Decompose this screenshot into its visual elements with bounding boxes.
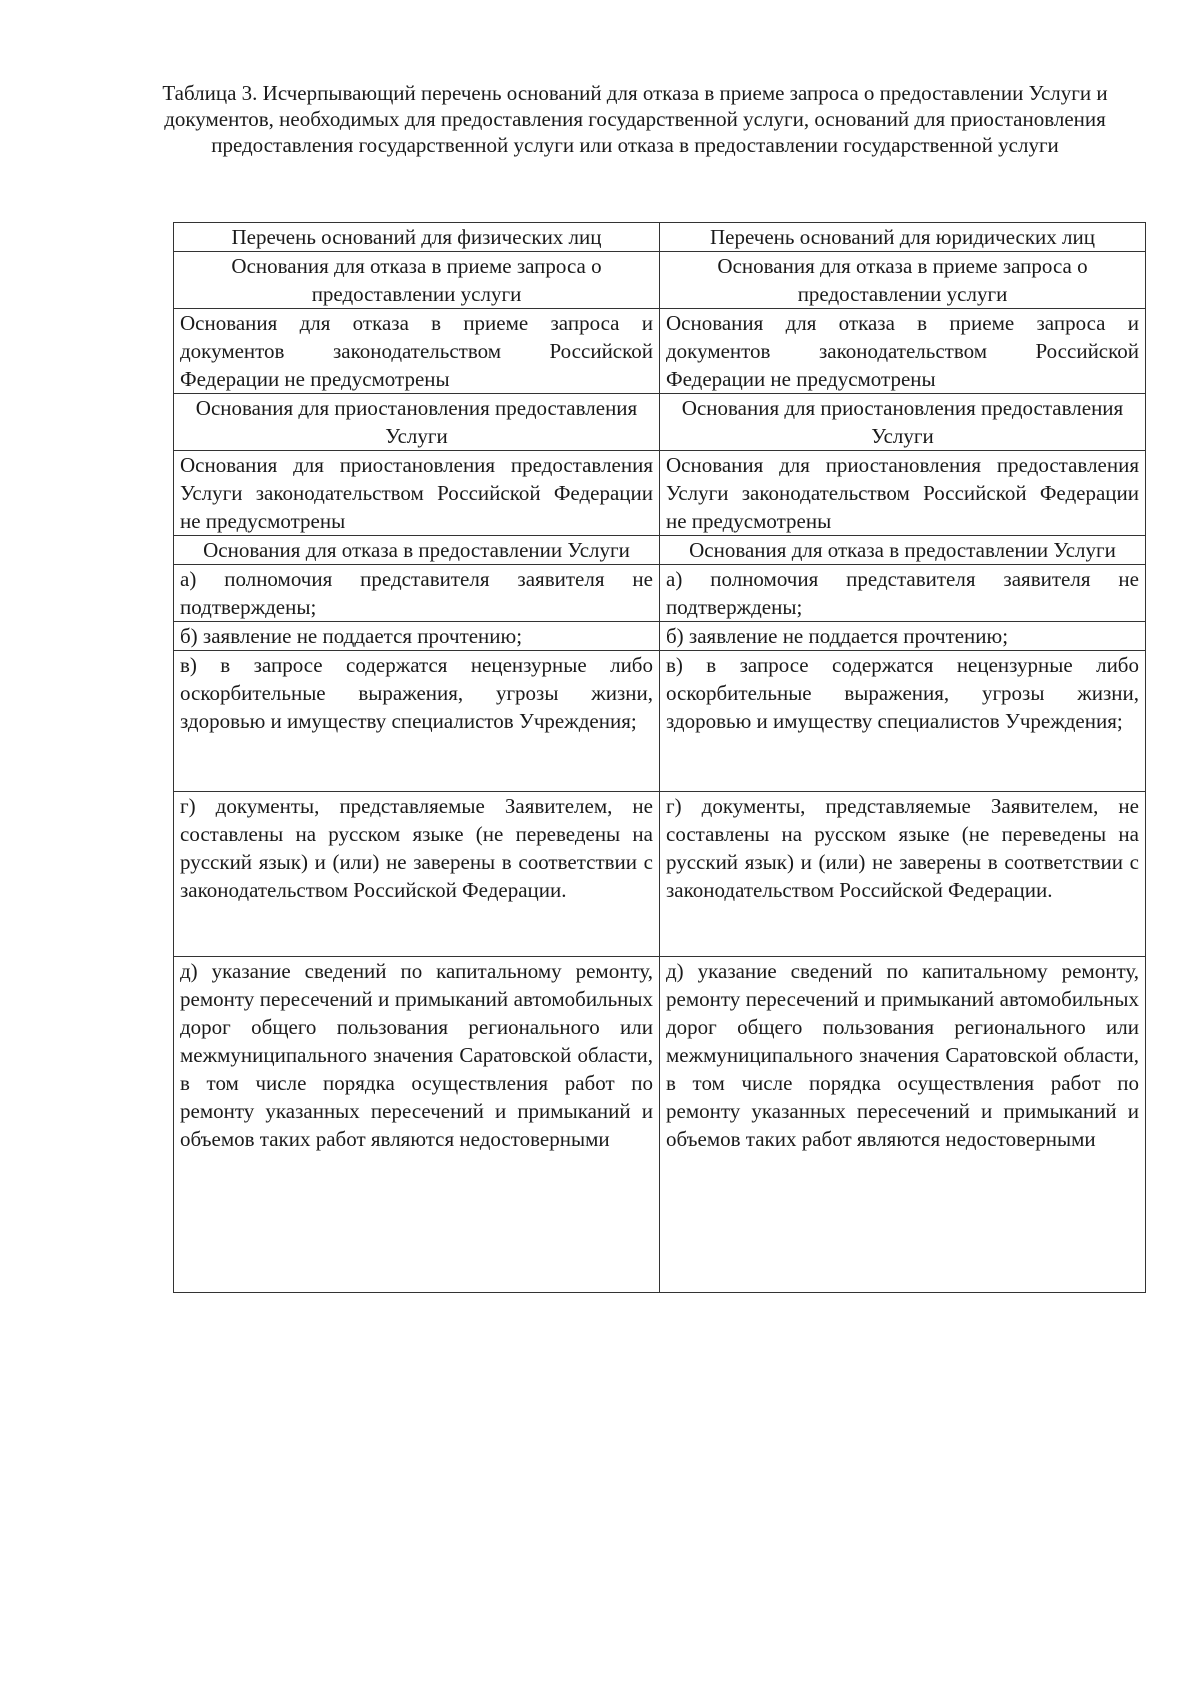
section-heading-row — [174, 536, 1146, 565]
section-heading-row — [174, 394, 1146, 451]
table-row — [174, 309, 1146, 394]
suspension-heading-physical: Основания для приостановления предоставления Услуги — [174, 394, 660, 451]
refusal-item-d-physical: д) указание сведений по капитальному ремонту, ремонту пересечений и примыканий автомобильных дорог общего пользования регионального или межмуниципального значения Саратовской области, в том числе порядка осуществления работ по ремонту указанных пересечений и примыканий и объемов таких работ являются недостоверными — [174, 957, 660, 1293]
page-title: Таблица 3. Исчерпывающий перечень оснований для отказа в приеме запроса о предоставлении Услуги и документов, необходимых для предоставления государственной услуги, оснований для приостановления предоставления государственной услуги или отказа в предоставлении государственной услуги — [162, 81, 1108, 157]
reception-refusal-heading-physical: Основания для отказа в приеме запроса о предоставлении услуги — [174, 252, 660, 309]
service-refusal-heading-legal: Основания для отказа в предоставлении Услуги — [660, 536, 1146, 565]
table-row — [174, 451, 1146, 536]
refusal-item-d-legal: д) указание сведений по капитальному ремонту, ремонту пересечений и примыканий автомобильных дорог общего пользования регионального или межмуниципального значения Саратовской области, в том числе порядка осуществления работ по ремонту указанных пересечений и примыканий и объемов таких работ являются недостоверными — [660, 957, 1146, 1293]
refusal-item-a-physical: а) полномочия представителя заявителя не подтверждены; — [174, 565, 660, 622]
grounds-table — [173, 222, 1146, 1293]
refusal-item-b-physical: б) заявление не поддается прочтению; — [174, 622, 660, 651]
table-row — [174, 957, 1146, 1293]
refusal-item-v-physical: в) в запросе содержатся нецензурные либо оскорбительные выражения, угрозы жизни, здоровью и имуществу специалистов Учреждения; — [174, 651, 660, 792]
reception-refusal-heading-legal: Основания для отказа в приеме запроса о предоставлении услуги — [660, 252, 1146, 309]
refusal-item-g-legal: г) документы, представляемые Заявителем, не составлены на русском языке (не переведены на русский язык) и (или) не заверены в соответствии с законодательством Российской Федерации. — [660, 792, 1146, 957]
section-heading-row — [174, 252, 1146, 309]
refusal-item-v-legal: в) в запросе содержатся нецензурные либо оскорбительные выражения, угрозы жизни, здоровью и имуществу специалистов Учреждения; — [660, 651, 1146, 792]
refusal-item-a-legal: а) полномочия представителя заявителя не подтверждены; — [660, 565, 1146, 622]
header-physical: Перечень оснований для физических лиц — [174, 223, 660, 252]
header-legal: Перечень оснований для юридических лиц — [660, 223, 1146, 252]
refusal-item-g-physical: г) документы, представляемые Заявителем, не составлены на русском языке (не переведены на русский язык) и (или) не заверены в соответствии с законодательством Российской Федерации. — [174, 792, 660, 957]
service-refusal-heading-physical: Основания для отказа в предоставлении Услуги — [174, 536, 660, 565]
refusal-item-b-legal: б) заявление не поддается прочтению; — [660, 622, 1146, 651]
table-row — [174, 651, 1146, 792]
suspension-text-physical: Основания для приостановления предоставления Услуги законодательством Российской Федерации не предусмотрены — [174, 451, 660, 536]
table-header-row — [174, 223, 1146, 252]
reception-refusal-text-legal: Основания для отказа в приеме запроса и документов законодательством Российской Федерации не предусмотрены — [660, 309, 1146, 394]
suspension-heading-legal: Основания для приостановления предоставления Услуги — [660, 394, 1146, 451]
table-row — [174, 622, 1146, 651]
suspension-text-legal: Основания для приостановления предоставления Услуги законодательством Российской Федерации не предусмотрены — [660, 451, 1146, 536]
reception-refusal-text-physical: Основания для отказа в приеме запроса и документов законодательством Российской Федерации не предусмотрены — [174, 309, 660, 394]
table-row — [174, 792, 1146, 957]
table-row — [174, 565, 1146, 622]
